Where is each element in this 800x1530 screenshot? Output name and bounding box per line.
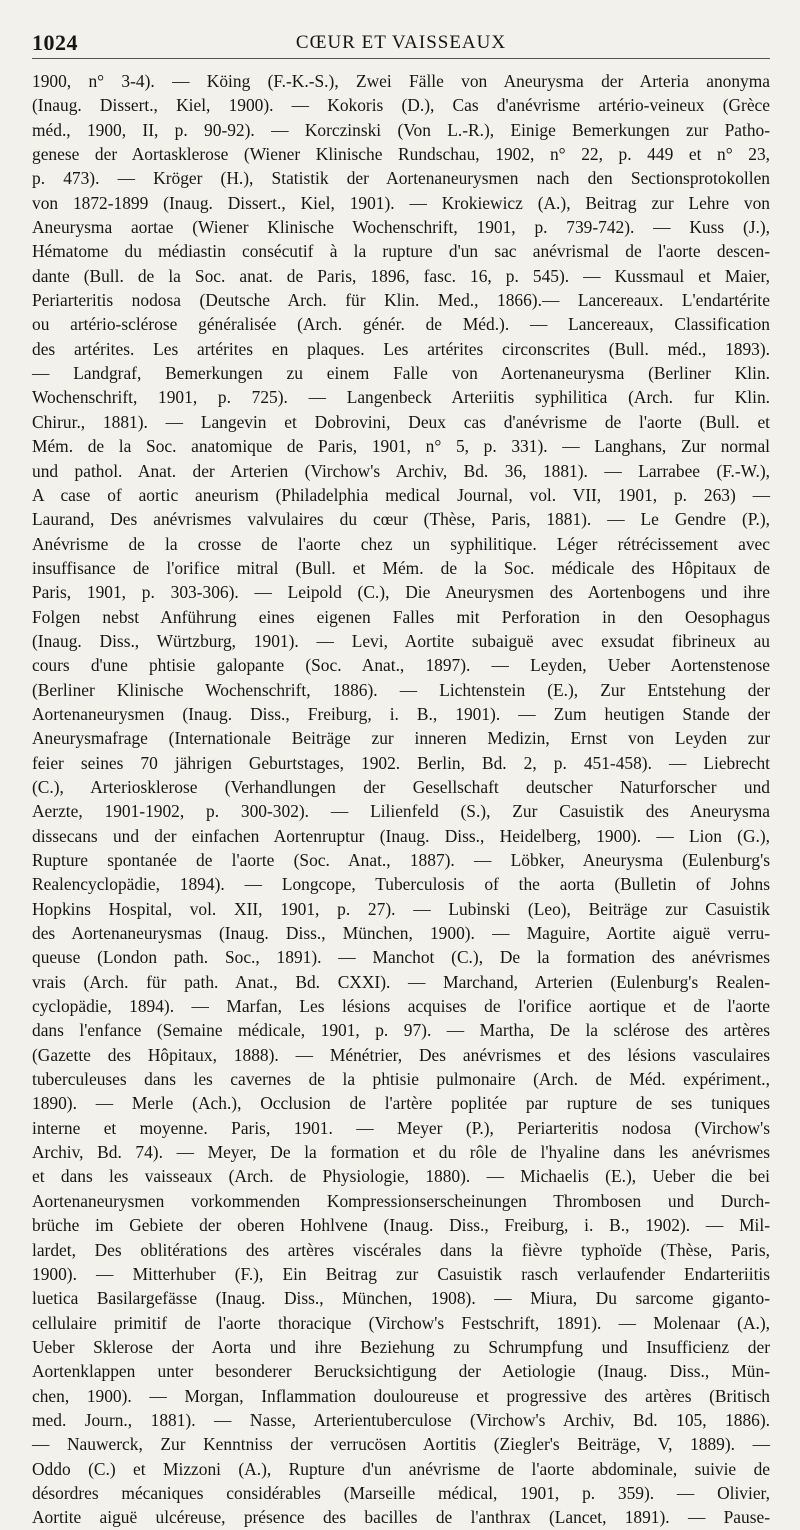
- text-line: Oddo (C.) et Mizzoni (A.), Rupture d'un anévrisme de l'aorte abdominale, suivie de: [32, 1458, 770, 1479]
- text-line: genese der Aortasklerose (Wiener Klinische Rundschau, 1902, n° 22, p. 449 et n° 23,: [32, 144, 770, 165]
- text-line: ou artério-sclérose généralisée (Arch. génér. de Méd.). — Lancereaux, Classification: [32, 314, 770, 335]
- text-line: Aortenklappen unter besonderer Berucksichtigung der Aetiologie (Inaug. Diss., Mün-: [32, 1361, 770, 1382]
- text-line: von 1872-1899 (Inaug. Dissert., Kiel, 1901). — Krokiewicz (A.), Beitrag zur Lehre von: [32, 192, 770, 213]
- text-line: Aortite aiguë ulcéreuse, présence des bacilles de l'anthrax (Lancet, 1891). — Pause-: [32, 1507, 770, 1528]
- text-line: dans l'enfance (Semaine médicale, 1901, p. 97). — Martha, De la sclérose des artères: [32, 1020, 770, 1041]
- text-line: Wochenschrift, 1901, p. 725). — Langenbeck Arteriitis syphilitica (Arch. fur Klin.: [32, 387, 770, 408]
- text-line: brüche im Gebiete der oberen Hohlvene (Inaug. Diss., Freiburg, i. B., 1902). — Mil-: [32, 1215, 770, 1236]
- text-line: (Inaug. Diss., Würtzburg, 1901). — Levi, Aortite subaiguë avec exsudat fibrineux au: [32, 630, 770, 651]
- text-line: Realencyclopädie, 1894). — Longcope, Tuberculosis of the aorta (Bulletin of Johns: [32, 874, 770, 895]
- text-line: désordres mécaniques considérables (Marseille médical, 1901, p. 359). — Olivier,: [32, 1482, 770, 1503]
- bibliography-text: [32, 69, 770, 1530]
- text-line: Aneurysmafrage (Internationale Beiträge zur inneren Medizin, Ernst von Leyden zur: [32, 728, 770, 749]
- text-line: chen, 1900). — Morgan, Inflammation douloureuse et progressive des artères (Britisch: [32, 1385, 770, 1406]
- text-line: Hématome du médiastin consécutif à la rupture d'un sac anévrismal de l'aorte descen-: [32, 241, 770, 262]
- text-line: (Gazette des Hôpitaux, 1888). — Ménétrier, Des anévrismes et des lésions vasculaires: [32, 1044, 770, 1065]
- text-line: Aortenaneurysmen vorkommenden Kompressionserscheinungen Thrombosen und Durch-: [32, 1190, 770, 1211]
- text-line: Rupture spontanée de l'aorte (Soc. Anat., 1887). — Löbker, Aneurysma (Eulenburg's: [32, 850, 770, 870]
- page-header: [32, 24, 770, 59]
- text-line: (Inaug. Dissert., Kiel, 1900). — Kokoris (D.), Cas d'anévrisme artério-veineux (Grèce: [32, 95, 770, 116]
- text-line: insuffisance de l'orifice mitral (Bull. et Mém. de la Soc. médicale des Hôpitaux de: [32, 557, 770, 578]
- text-line: feier seines 70 jährigen Geburtstages, 1902. Berlin, Bd. 2, p. 451-458). — Liebrecht: [32, 752, 770, 773]
- text-line: — Landgraf, Bemerkungen zu einem Falle von Aortenaneurysma (Berliner Klin.: [32, 363, 770, 384]
- text-line: des artérites. Les artérites en plaques. Les artérites circonscrites (Bull. méd., 1893).: [32, 338, 770, 359]
- text-line: dante (Bull. de la Soc. anat. de Paris, 1896, fasc. 16, p. 545). — Kussmaul et Maier,: [32, 265, 770, 286]
- text-line: Archiv, Bd. 74). — Meyer, De la formation et du rôle de l'hyaline dans les anévrismes: [32, 1142, 770, 1163]
- text-line: und pathol. Anat. der Arterien (Virchow's Archiv, Bd. 36, 1881). — Larrabee (F.-W.),: [32, 460, 770, 481]
- text-line: cellulaire primitif de l'aorte thoracique (Virchow's Festschrift, 1891). — Molenaar (A.),: [32, 1312, 770, 1333]
- text-line: (C.), Arteriosklerose (Verhandlungen der Gesellschaft deutscher Naturforscher und: [32, 776, 770, 797]
- text-line: 1890). — Merle (Ach.), Occlusion de l'artère poplitée par rupture de ses tuniques: [32, 1093, 770, 1114]
- text-line: queuse (London path. Soc., 1891). — Manchot (C.), De la formation des anévrismes: [32, 947, 770, 968]
- page-number: 1024: [32, 30, 78, 55]
- text-line: interne et moyenne. Paris, 1901. — Meyer (P.), Periarteritis nodosa (Virchow's: [32, 1117, 770, 1138]
- text-line: cyclopädie, 1894). — Marfan, Les lésions acquises de l'orifice aortique et de l'aorte: [32, 996, 770, 1017]
- text-line: dissecans und der einfachen Aortenruptur (Inaug. Diss., Heidelberg, 1900). — Lion (G.),: [32, 825, 770, 846]
- text-line: — Nauwerck, Zur Kenntniss der verrucösen Aortitis (Ziegler's Beiträge, V, 1889). —: [32, 1434, 770, 1455]
- text-line: 1900, n° 3-4). — Köing (F.-K.-S.), Zwei Fälle von Aneurysma der Arteria anonyma: [32, 71, 770, 91]
- text-line: p. 473). — Kröger (H.), Statistik der Aortenaneurysmen nach den Sectionsprotokollen: [32, 168, 770, 189]
- text-line: Aerzte, 1901-1902, p. 300-302). — Lilienfeld (S.), Zur Casuistik des Aneurysma: [32, 801, 770, 822]
- text-line: Periarteritis nodosa (Deutsche Arch. für Klin. Med., 1866).— Lancereaux. L'endartérite: [32, 290, 770, 311]
- text-line: Chirur., 1881). — Langevin et Dobrovini, Deux cas d'anévrisme de l'aorte (Bull. et: [32, 411, 770, 432]
- text-line: lardet, Des oblitérations des artères viscérales dans la fièvre typhoïde (Thèse, Paris,: [32, 1239, 770, 1260]
- text-line: Anévrisme de la crosse de l'aorte chez un syphilitique. Léger rétrécissement avec: [32, 533, 770, 554]
- text-line: cours d'une phtisie galopante (Soc. Anat., 1897). — Leyden, Ueber Aortenstenose: [32, 655, 770, 676]
- running-head: CŒUR ET VAISSEAUX: [295, 32, 507, 53]
- text-line: Laurand, Des anévrismes valvulaires du cœur (Thèse, Paris, 1881). — Le Gendre (P.),: [32, 509, 770, 530]
- text-line: tuberculeuses dans les cavernes de la phtisie pulmonaire (Arch. de Méd. expériment.,: [32, 1069, 770, 1090]
- text-line: med. Journ., 1881). — Nasse, Arterientuberculose (Virchow's Archiv, Bd. 105, 1886).: [32, 1409, 770, 1430]
- text-line: Aortenaneurysmen (Inaug. Diss., Freiburg, i. B., 1901). — Zum heutigen Stande der: [32, 703, 770, 724]
- text-line: Paris, 1901, p. 303-306). — Leipold (C.), Die Aneurysmen des Aortenbogens und ihre: [32, 582, 770, 603]
- text-line: des Aortenaneurysmas (Inaug. Diss., München, 1900). — Maguire, Aortite aiguë verru-: [32, 923, 770, 944]
- text-line: (Berliner Klinische Wochenschrift, 1886). — Lichtenstein (E.), Zur Entstehung der: [32, 679, 770, 700]
- text-line: Mém. de la Soc. anatomique de Paris, 1901, n° 5, p. 331). — Langhans, Zur normal: [32, 436, 770, 457]
- text-line: A case of aortic aneurism (Philadelphia medical Journal, vol. VII, 1901, p. 263) —: [32, 484, 770, 505]
- text-line: Hopkins Hospital, vol. XII, 1901, p. 27). — Lubinski (Leo), Beiträge zur Casuistik: [32, 898, 770, 919]
- text-line: et dans les vaisseaux (Arch. de Physiologie, 1880). — Michaelis (E.), Ueber die bei: [32, 1166, 770, 1187]
- text-line: vrais (Arch. für path. Anat., Bd. CXXI). — Marchand, Arterien (Eulenburg's Realen-: [32, 971, 770, 992]
- text-line: méd., 1900, II, p. 90-92). — Korczinski (Von L.-R.), Einige Bemerkungen zur Patho-: [32, 119, 770, 140]
- text-line: Folgen nebst Anführung eines eigenen Falles mit Perforation in den Oesophagus: [32, 606, 770, 627]
- text-line: luetica Basilargefässe (Inaug. Diss., München, 1908). — Miura, Du sarcome giganto-: [32, 1288, 770, 1309]
- text-line: 1900). — Mitterhuber (F.), Ein Beitrag zur Casuistik rasch verlaufender Endarteriitis: [32, 1263, 770, 1284]
- text-line: Aneurysma aortae (Wiener Klinische Wochenschrift, 1901, p. 739-742). — Kuss (J.),: [32, 217, 770, 238]
- text-line: Ueber Sklerose der Aorta und ihre Beziehung zu Schrumpfung und Insufficienz der: [32, 1336, 770, 1357]
